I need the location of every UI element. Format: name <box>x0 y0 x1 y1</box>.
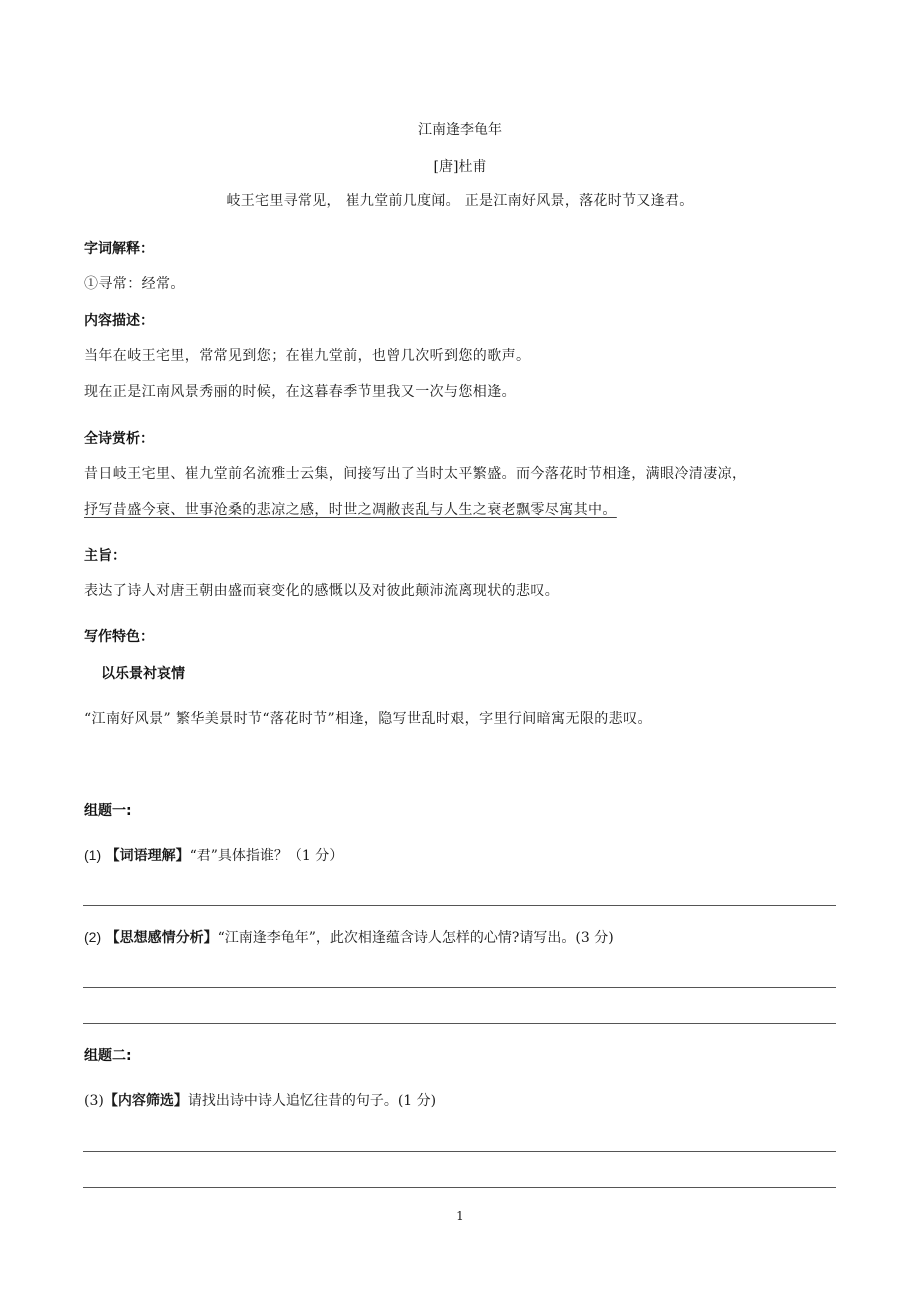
appreciation-line: 昔日岐王宅里、崔九堂前名流雅士云集，间接写出了当时太平繁盛。而今落花时节相逢，满眼冷清凄凉， <box>84 466 747 482</box>
question-text: “君”具体指谁？（1 分） <box>189 848 344 864</box>
page-number: 1 <box>456 1209 464 1223</box>
description-line: 当年在岐王宅里，常常见到您；在崔九堂前，也曾几次听到您的歌声。 <box>84 348 531 364</box>
writing-features-heading: 写作特色： <box>84 629 154 645</box>
answer-line[interactable] <box>83 1187 836 1188</box>
answer-line[interactable] <box>83 905 836 906</box>
description-heading: 内容描述： <box>84 313 154 329</box>
poem-title: 江南逢李龟年 <box>418 122 502 138</box>
question-1 <box>84 845 343 865</box>
question-tag: 【内容筛选】 <box>103 1093 188 1109</box>
answer-line[interactable] <box>83 1023 836 1024</box>
question-tag: 【思想感情分析】 <box>105 930 218 946</box>
appreciation-heading: 全诗赏析： <box>84 431 154 447</box>
question-number: (1) <box>84 847 102 863</box>
description-line: 现在正是江南风景秀丽的时候，在这暮春季节里我又一次与您相逢。 <box>84 384 516 400</box>
answer-line[interactable] <box>83 1151 836 1152</box>
answer-line[interactable] <box>83 987 836 988</box>
theme-heading: 主旨： <box>84 548 126 564</box>
question-number: (2) <box>84 929 102 945</box>
question-text: “江南逢李龟年”，此次相逢蕴含诗人怎样的心情?请写出。(3 分) <box>217 930 614 946</box>
writing-features-text: “江南好风景” 繁华美景时节“落花时节”相逢，隐写世乱时艰，字里行间暗寓无限的悲叹。 <box>84 711 652 727</box>
question-tag: 【词语理解】 <box>105 848 190 864</box>
theme-text: 表达了诗人对唐王朝由盛而衰变化的感慨以及对彼此颠沛流离现状的悲叹。 <box>84 583 560 599</box>
group2-heading: 组题二: <box>84 1048 132 1064</box>
writing-features-subheading: 以乐景衬哀情 <box>101 666 185 682</box>
glossary-item: ①寻常：经常。 <box>84 276 185 292</box>
poem-text: 岐王宅里寻常见， 崔九堂前几度闻。 正是江南好风景，落花时节又逢君。 <box>226 193 694 209</box>
question-2 <box>84 927 614 947</box>
appreciation-line-underlined: 抒写昔盛今衰、世事沧桑的悲凉之感，时世之凋敝丧乱与人生之衰老飘零尽寓其中。 <box>84 502 617 518</box>
poem-author: [唐]杜甫 <box>433 159 487 175</box>
group1-heading: 组题一: <box>84 803 132 819</box>
question-3 <box>84 1090 436 1110</box>
question-text: 请找出诗中诗人追忆往昔的句子。(1 分) <box>187 1093 437 1109</box>
question-number: (3) <box>84 1093 104 1109</box>
glossary-heading: 字词解释： <box>84 241 154 257</box>
